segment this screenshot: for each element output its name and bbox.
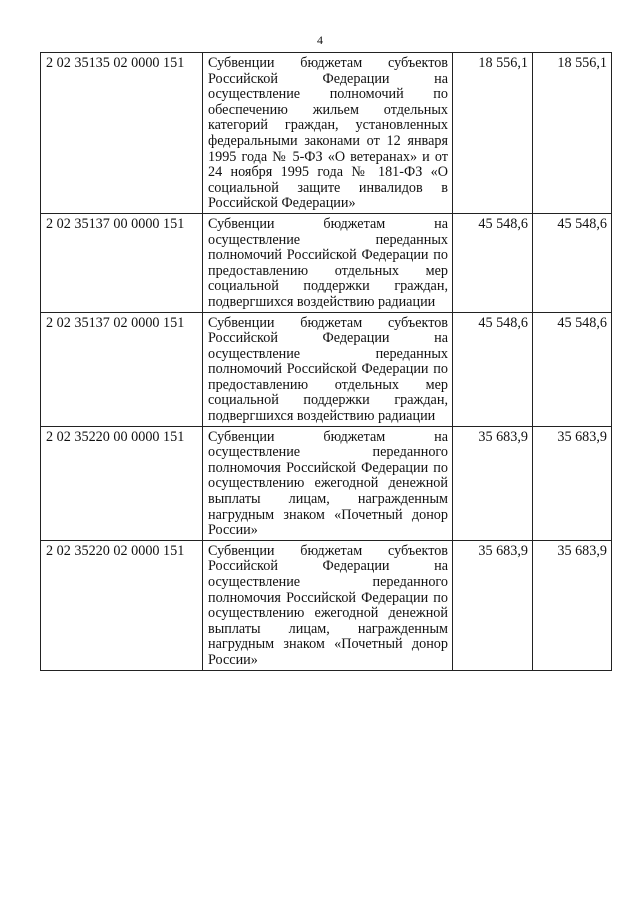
table-row (41, 426, 612, 540)
table-row (41, 213, 612, 312)
table-row (41, 53, 612, 214)
revenue-name: Субвенции бюджетам субъектов Российской Федерации на осуществление переданных полномочий Российской Федерации по предоставлению отдельных мер социальной поддержки граждан, подвергшихся воздействию радиации (203, 312, 453, 426)
revenue-name: Субвенции бюджетам на осуществление переданного полномочия Российской Федерации по осуществлению ежегодной денежной выплаты лицам, награжденным нагрудным знаком «Почетный донор России» (203, 426, 453, 540)
budget-code: 2 02 35220 00 0000 151 (41, 426, 203, 540)
budget-code: 2 02 35137 02 0000 151 (41, 312, 203, 426)
amount-cell: 35 683,9 (533, 540, 612, 670)
amount-cell: 45 548,6 (533, 213, 612, 312)
budget-code: 2 02 35137 00 0000 151 (41, 213, 203, 312)
revenue-name: Субвенции бюджетам субъектов Российской Федерации на осуществление полномочий по обеспечению жильем отдельных категорий граждан, установленных федеральными законами от 12 января 1995 года № 5-ФЗ «О ветеранах» и от 24 ноября 1995 года № 181-ФЗ «О социальной защите инвалидов в Российской Федерации» (203, 53, 453, 214)
budget-code: 2 02 35220 02 0000 151 (41, 540, 203, 670)
amount-cell: 18 556,1 (453, 53, 533, 214)
budget-code: 2 02 35135 02 0000 151 (41, 53, 203, 214)
page-number: 4 (317, 33, 323, 47)
revenue-name: Субвенции бюджетам на осуществление переданных полномочий Российской Федерации по предоставлению отдельных мер социальной поддержки граждан, подвергшихся воздействию радиации (203, 213, 453, 312)
table-row (41, 540, 612, 670)
amount-cell: 45 548,6 (453, 312, 533, 426)
amount-cell: 35 683,9 (533, 426, 612, 540)
amount-cell: 45 548,6 (533, 312, 612, 426)
amount-cell: 35 683,9 (453, 426, 533, 540)
amount-cell: 18 556,1 (533, 53, 612, 214)
revenue-name: Субвенции бюджетам субъектов Российской Федерации на осуществление переданного полномочия Российской Федерации по осуществлению ежегодной денежной выплаты лицам, награжденным нагрудным знаком «Почетный донор России» (203, 540, 453, 670)
amount-cell: 35 683,9 (453, 540, 533, 670)
amount-cell: 45 548,6 (453, 213, 533, 312)
budget-table (40, 52, 612, 671)
table-row (41, 312, 612, 426)
